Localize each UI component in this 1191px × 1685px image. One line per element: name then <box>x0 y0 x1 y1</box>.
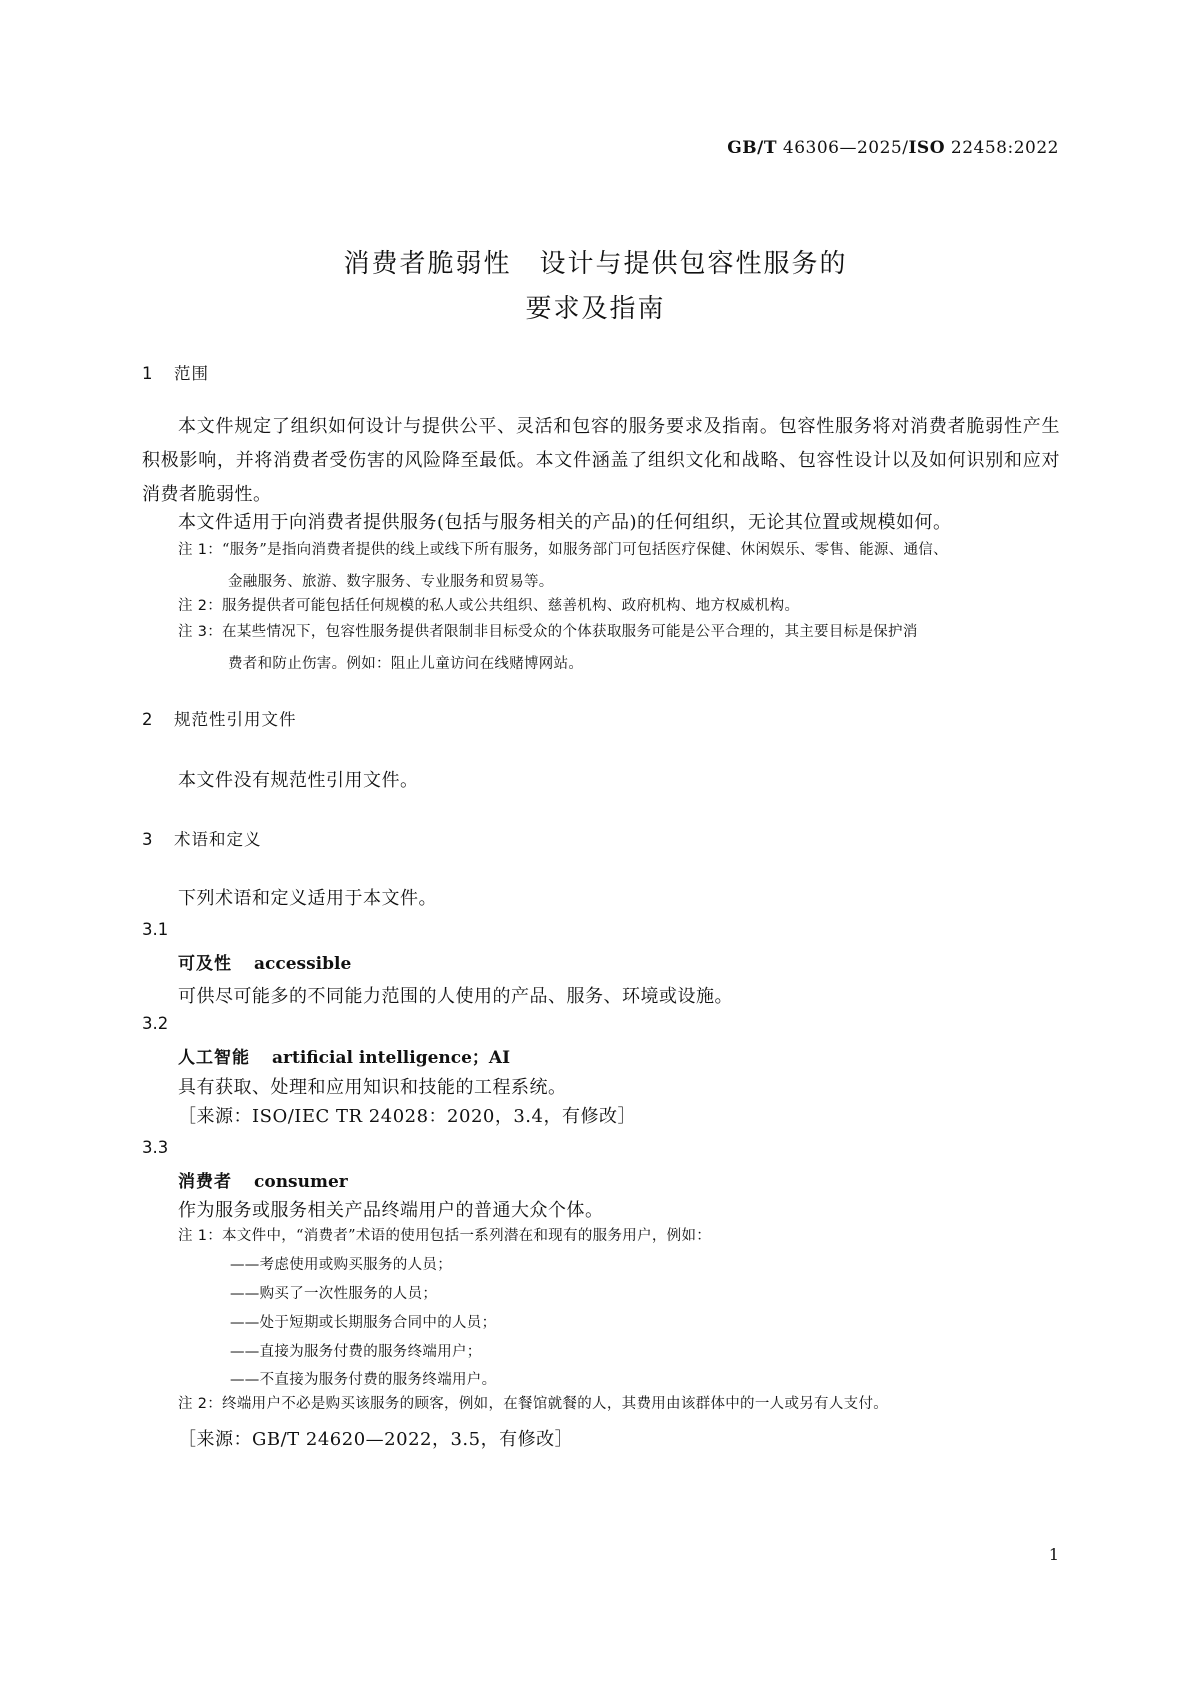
section-3-title: 术语和定义 <box>174 830 262 849</box>
clause-3-2-number: 3.2 <box>142 1014 169 1033</box>
scope-paragraph-2: 本文件适用于向消费者提供服务(包括与服务相关的产品)的任何组织，无论其位置或规模如何。 <box>178 512 952 533</box>
term-zh: 可及性 <box>178 954 232 974</box>
list-item: ——处于短期或长期服务合同中的人员； <box>230 1315 497 1331</box>
standard-code-number: 46306—2025/ <box>776 138 909 158</box>
note-label: 注 3： <box>178 624 223 640</box>
note-label: 注 2： <box>178 598 223 614</box>
term-3-3-note-1 <box>178 1220 1060 1252</box>
note-label: 注 2： <box>178 1396 223 1412</box>
section-2-title: 规范性引用文件 <box>174 710 297 729</box>
note-text: 服务提供者可能包括任何规模的私人或公共组织、慈善机构、政府机构、地方权威机构。 <box>222 598 800 614</box>
note-text-continued: 费者和防止伤害。例如：阻止儿童访问在线赌博网站。 <box>228 656 584 672</box>
note-label: 注 1： <box>178 1228 223 1244</box>
clause-3-1-number: 3.1 <box>142 920 169 939</box>
list-item: ——考虑使用或购买服务的人员； <box>230 1257 452 1273</box>
section-2-heading <box>142 706 297 730</box>
term-zh: 消费者 <box>178 1172 232 1192</box>
scope-paragraph-1: 本文件规定了组织如何设计与提供公平、灵活和包容的服务要求及指南。包容性服务将对消费者脆弱性产生积极影响，并将消费者受伤害的风险降至最低。本文件涵盖了组织文化和战略、包容性设计以及如何识别和应对消费者脆弱性。 <box>142 416 1060 505</box>
iso-code-number: 22458:2022 <box>945 138 1059 158</box>
term-zh: 人工智能 <box>178 1048 250 1068</box>
standard-code <box>727 138 1059 158</box>
note-label: 注 1： <box>178 542 223 558</box>
scope-note-1 <box>178 534 1060 598</box>
document-title-line-2: 要求及指南 <box>525 294 666 324</box>
document-title-line-1: 消费者脆弱性 设计与提供包容性服务的 <box>343 249 848 279</box>
section-1-heading <box>142 360 209 384</box>
term-en: consumer <box>254 1172 348 1192</box>
terms-intro: 下列术语和定义适用于本文件。 <box>178 888 437 909</box>
note-text-continued: 金融服务、旅游、数字服务、专业服务和贸易等。 <box>228 574 554 590</box>
term-en: artificial intelligence；AI <box>272 1048 511 1068</box>
term-3-2-definition: 具有获取、处理和应用知识和技能的工程系统。 <box>178 1077 567 1098</box>
section-3-number: 3 <box>142 830 154 849</box>
term-en: accessible <box>254 954 352 974</box>
term-3-2 <box>178 1043 510 1068</box>
list-item: ——不直接为服务付费的服务终端用户。 <box>230 1372 497 1388</box>
term-3-1-definition: 可供尽可能多的不同能力范围的人使用的产品、服务、环境或设施。 <box>178 986 733 1007</box>
note-text: 在某些情况下，包容性服务提供者限制非目标受众的个体获取服务可能是公平合理的，其主要目标是保护消 <box>222 624 918 640</box>
note-text: 本文件中，“消费者”术语的使用包括一系列潜在和现有的服务用户，例如： <box>222 1228 712 1244</box>
term-3-3-source: ［来源：GB/T 24620—2022，3.5，有修改］ <box>178 1429 574 1450</box>
term-3-3-definition: 作为服务或服务相关产品终端用户的普通大众个体。 <box>178 1200 604 1221</box>
term-3-1 <box>178 949 351 974</box>
page-number: 1 <box>1048 1545 1059 1564</box>
standard-code-prefix: GB/T <box>727 138 777 158</box>
section-1-number: 1 <box>142 364 154 383</box>
note-text: “服务”是指向消费者提供的线上或线下所有服务，如服务部门可包括医疗保健、休闲娱乐、零售、能源、通信、 <box>222 542 948 558</box>
scope-note-3 <box>178 616 1060 680</box>
list-item: ——购买了一次性服务的人员； <box>230 1286 438 1302</box>
section-1-title: 范围 <box>174 364 209 383</box>
iso-code-prefix: ISO <box>908 138 946 158</box>
term-3-3 <box>178 1167 348 1192</box>
section-2-number: 2 <box>142 710 154 729</box>
term-3-3-note-2 <box>178 1388 1060 1420</box>
list-item: ——直接为服务付费的服务终端用户； <box>230 1344 482 1360</box>
clause-3-3-number: 3.3 <box>142 1138 169 1157</box>
normrefs-paragraph: 本文件没有规范性引用文件。 <box>178 770 419 791</box>
note-text: 终端用户不必是购买该服务的顾客，例如，在餐馆就餐的人，其费用由该群体中的一人或另有人支付。 <box>222 1396 889 1412</box>
section-3-heading <box>142 826 262 850</box>
term-3-2-source: ［来源：ISO/IEC TR 24028：2020，3.4，有修改］ <box>178 1106 636 1127</box>
